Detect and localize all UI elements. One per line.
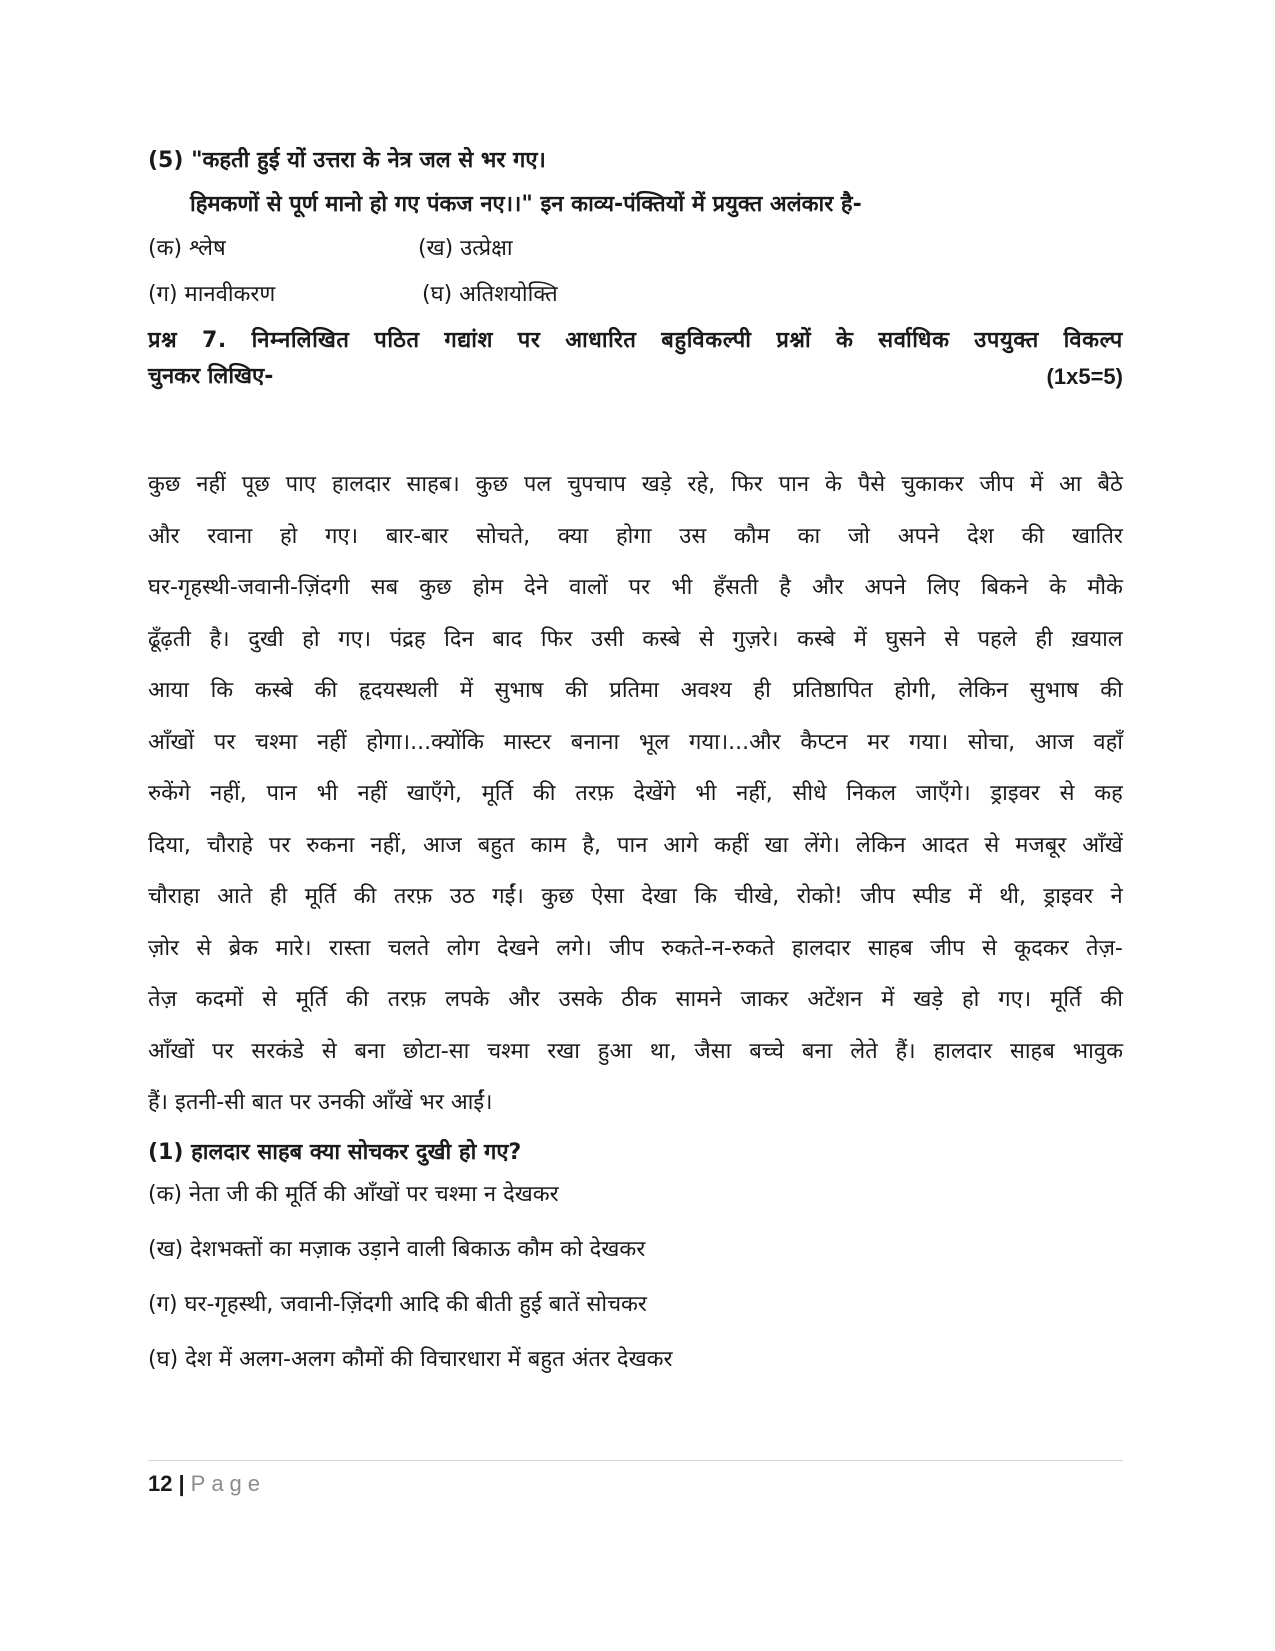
- passage-line: चौराहा आते ही मूर्ति की तरफ़ उठ गईं। कुछ ऐसा देखा कि चीखे, रोको! जीप स्पीड में थी, ड्राइवर ने: [148, 884, 1123, 909]
- passage-line: ढूँढ़ती है। दुखी हो गए। पंद्रह दिन बाद फिर उसी कस्बे से गुज़रे। कस्बे में घुसने से पहले ही ख़याल: [148, 627, 1123, 652]
- passage-line: आया कि कस्बे की हृदयस्थली में सुभाष की प्रतिमा अवश्य ही प्रतिष्ठापित होगी, लेकिन सुभाष की: [148, 678, 1123, 703]
- passage-line: दिया, चौराहे पर रुकना नहीं, आज बहुत काम है, पान आगे कहीं खा लेंगे। लेकिन आदत से मजबूर आँखें: [148, 833, 1123, 858]
- q7-heading-line-2-row: [148, 362, 1123, 392]
- q5-option-gha: (घ) अतिशयोक्ति: [422, 282, 558, 307]
- sub-q1-option-ka: (क) नेता जी की मूर्ति की आँखों पर चश्मा न देखकर: [148, 1182, 559, 1207]
- q5-option-ga: (ग) मानवीकरण: [148, 282, 276, 307]
- sub-q1-option-kha: (ख) देशभक्तों का मज़ाक उड़ाने वाली बिकाऊ कौम को देखकर: [148, 1237, 646, 1262]
- passage-line: आँखों पर चश्मा नहीं होगा।...क्योंकि मास्टर बनाना भूल गया।...और कैप्टन मर गया। सोचा, आज वहाँ: [148, 730, 1123, 755]
- passage-line: कुछ नहीं पूछ पाए हालदार साहब। कुछ पल चुपचाप खड़े रहे, फिर पान के पैसे चुकाकर जीप में आ बैठे: [148, 472, 1123, 497]
- passage-line: आँखों पर सरकंडे से बना छोटा-सा चश्मा रखा हुआ था, जैसा बच्चे बना लेते हैं। हालदार साहब भावुक: [148, 1039, 1123, 1064]
- q5-option-ka: (क) श्लेष: [148, 236, 226, 261]
- page-footer: [148, 1470, 266, 1498]
- passage-line: ज़ोर से ब्रेक मारे। रास्ता चलते लोग देखने लगे। जीप रुकते-न-रुकते हालदार साहब जीप से कूदकर तेज़-: [148, 936, 1123, 961]
- q7-heading-line-2: चुनकर लिखिए-: [148, 364, 274, 389]
- passage-line: घर-गृहस्थी-जवानी-ज़िंदगी सब कुछ होम देने वालों पर भी हँसती है और अपने लिए बिकने के मौके: [148, 575, 1123, 600]
- passage-line: हैं। इतनी-सी बात पर उनकी आँखें भर आईं।: [148, 1090, 493, 1115]
- sub-q1-option-ga: (ग) घर-गृहस्थी, जवानी-ज़िंदगी आदि की बीती हुई बातें सोचकर: [148, 1292, 647, 1317]
- page-number: 12: [148, 1471, 173, 1496]
- q7-marks: (1x5=5): [1046, 364, 1123, 389]
- passage-line: तेज़ कदमों से मूर्ति की तरफ़ लपके और उसके ठीक सामने जाकर अटेंशन में खड़े हो गए। मूर्ति की: [148, 987, 1123, 1012]
- passage-line: और रवाना हो गए। बार-बार सोचते, क्या होगा उस कौम का जो अपने देश की खातिर: [148, 524, 1123, 549]
- passage-line: रुकेंगे नहीं, पान भी नहीं खाएँगे, मूर्ति की तरफ़ देखेंगे भी नहीं, सीधे निकल जाएँगे। ड्राइवर से कह: [148, 781, 1123, 806]
- sub-q1-question: (1) हालदार साहब क्या सोचकर दुखी हो गए?: [148, 1140, 522, 1165]
- footer-separator: |: [178, 1471, 185, 1496]
- q5-stem-line-1: (5) "कहती हुई यों उत्तरा के नेत्र जल से भर गए।: [148, 148, 546, 173]
- sub-q1-option-gha: (घ) देश में अलग-अलग कौमों की विचारधारा में बहुत अंतर देखकर: [148, 1347, 673, 1372]
- q5-option-kha: (ख) उत्प्रेक्षा: [418, 236, 513, 261]
- q5-stem-line-2: हिमकणों से पूर्ण मानो हो गए पंकज नए।।" इन काव्य-पंक्तियों में प्रयुक्त अलंकार है-: [190, 192, 862, 217]
- footer-divider: [148, 1460, 1123, 1461]
- q7-heading-line-1: प्रश्न 7. निम्नलिखित पठित गद्यांश पर आधारित बहुविकल्पी प्रश्नों के सर्वाधिक उपयुक्त विकल्प: [148, 328, 1123, 353]
- page-label: Page: [190, 1471, 267, 1496]
